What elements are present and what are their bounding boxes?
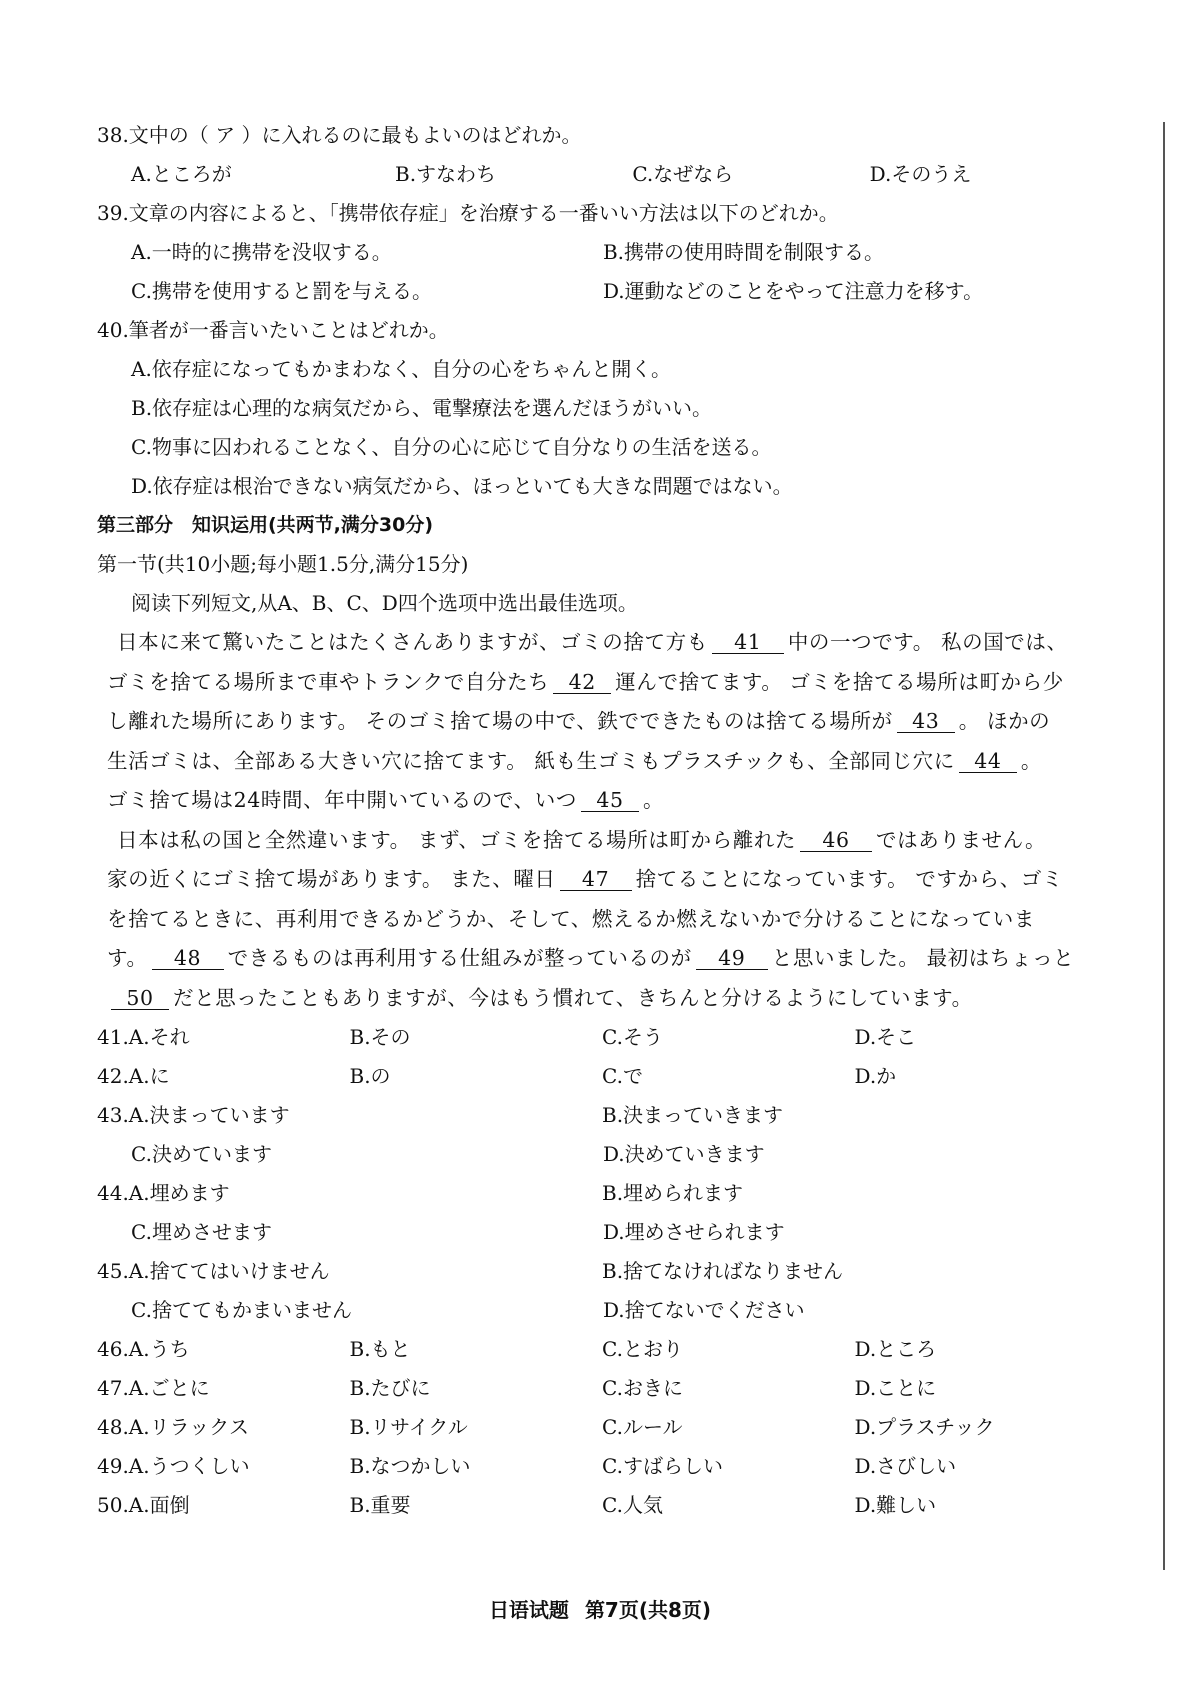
- blank-41: 41: [712, 631, 784, 654]
- option-49-c[interactable]: C.すばらしい: [602, 1454, 723, 1478]
- question-42-options: [97, 1057, 1107, 1096]
- passage-line: [107, 939, 1107, 979]
- option-42-c[interactable]: C.で: [602, 1064, 643, 1088]
- option-50-c[interactable]: C.人気: [602, 1493, 663, 1517]
- blank-44: 44: [959, 750, 1017, 773]
- option-48-b[interactable]: B.リサイクル: [349, 1415, 468, 1439]
- option-41-c[interactable]: C.そう: [602, 1025, 663, 1049]
- option-39-b[interactable]: B.携帯の使用時間を制限する。: [602, 240, 885, 264]
- exam-page-content: [97, 116, 1107, 1525]
- question-38-options: [97, 155, 1107, 194]
- passage-text: ゴミ捨て場は24時間、年中開いているので、いつ: [107, 788, 577, 812]
- option-40-d[interactable]: D.依存症は根治できない病気だから、ほっといても大きな問題ではない。: [131, 474, 793, 498]
- passage-text: し離れた場所にあります。 そのゴミ捨て場の中で、鉄でできたものは捨てる場所が: [107, 709, 893, 733]
- option-44-a[interactable]: 44.A.埋めます: [97, 1181, 230, 1205]
- question-41-options: [97, 1018, 1107, 1057]
- question-47-options: [97, 1369, 1107, 1408]
- option-44-b[interactable]: B.埋められます: [602, 1181, 744, 1205]
- question-44-options-row1: [97, 1174, 1107, 1213]
- option-49-d[interactable]: D.さびしい: [854, 1454, 957, 1478]
- option-43-b[interactable]: B.決まっていきます: [602, 1103, 784, 1127]
- option-45-c[interactable]: C.捨ててもかまいません: [131, 1298, 352, 1322]
- footer-subject: 日语试题: [488, 1598, 569, 1622]
- blank-49: 49: [696, 947, 768, 970]
- blank-45: 45: [581, 789, 639, 812]
- option-42-b[interactable]: B.の: [349, 1064, 391, 1088]
- option-47-c[interactable]: C.おきに: [602, 1376, 683, 1400]
- option-41-b[interactable]: B.その: [349, 1025, 411, 1049]
- passage-text: 日本は私の国と全然違います。 まず、ゴミを捨てる場所は町から離れた: [117, 827, 797, 852]
- option-39-d[interactable]: D.運動などのことをやって注意力を移す。: [602, 279, 984, 303]
- option-44-c[interactable]: C.埋めさせます: [131, 1220, 272, 1244]
- option-44-d[interactable]: D.埋めさせられます: [602, 1220, 785, 1244]
- passage-text: 生活ゴミは、全部ある大きい穴に捨てます。 紙も生ゴミもプラスチックも、全部同じ穴に: [107, 748, 955, 773]
- question-50-options: [97, 1486, 1107, 1525]
- passage-text: す。: [107, 946, 148, 970]
- passage-line: [107, 821, 1107, 861]
- passage-text: 。 ほかの: [958, 709, 1051, 733]
- right-margin-rule: [1163, 122, 1165, 1570]
- question-46-options: [97, 1330, 1107, 1369]
- option-43-c[interactable]: C.決めています: [131, 1142, 272, 1166]
- passage-text: と思いました。 最初はちょっと: [771, 946, 1075, 970]
- passage-text: 。: [1020, 748, 1042, 773]
- option-47-a[interactable]: 47.A.ごとに: [97, 1376, 210, 1400]
- option-40-c[interactable]: C.物事に囚われることなく、自分の心に応じて自分なりの生活を送る。: [131, 435, 772, 459]
- passage-line: [107, 623, 1107, 663]
- option-46-a[interactable]: 46.A.うち: [97, 1337, 190, 1361]
- option-39-a[interactable]: A.一時的に携帯を没収する。: [131, 240, 392, 264]
- blank-43: 43: [897, 710, 955, 733]
- blank-47: 47: [560, 868, 632, 891]
- option-49-a[interactable]: 49.A.うつくしい: [97, 1454, 250, 1478]
- option-49-b[interactable]: B.なつかしい: [349, 1454, 471, 1478]
- option-38-b[interactable]: B.すなわち: [395, 162, 497, 186]
- option-42-d[interactable]: D.か: [854, 1064, 897, 1088]
- option-38-a[interactable]: A.ところが: [131, 162, 232, 186]
- passage-text: だと思ったこともありますが、今はもう慣れて、きちんと分けるようにしています。: [173, 985, 973, 1010]
- blank-46: 46: [800, 829, 872, 852]
- option-40-a[interactable]: A.依存症になってもかまわなく、自分の心をちゃんと開く。: [131, 357, 672, 381]
- option-46-b[interactable]: B.もと: [349, 1337, 411, 1361]
- part3-title: 第三部分 知识运用(共两节,满分30分): [97, 514, 434, 536]
- passage-text: ではありません。: [876, 827, 1047, 852]
- passage-text: できるものは再利用する仕組みが整っているのが: [227, 946, 692, 970]
- passage-line: [107, 702, 1107, 742]
- cloze-passage: [97, 623, 1107, 1018]
- passage-text: 捨てることになっています。 ですから、ゴミ: [635, 867, 1064, 891]
- question-49-options: [97, 1447, 1107, 1486]
- page-footer: [0, 1594, 1200, 1623]
- option-38-d[interactable]: D.そのうえ: [869, 162, 972, 186]
- option-46-d[interactable]: D.ところ: [854, 1337, 937, 1361]
- option-42-a[interactable]: 42.A.に: [97, 1064, 170, 1088]
- question-45-options-row2: [97, 1291, 1107, 1330]
- section1-title: 第一节(共10小题;每小题1.5分,满分15分): [97, 552, 469, 576]
- question-39-stem: 39.文章の内容によると、「携帯依存症」を治療する一番いい方法は以下のどれか。: [97, 201, 839, 225]
- passage-text: 日本に来て驚いたことはたくさんありますが、ゴミの捨て方も: [117, 630, 708, 654]
- option-45-b[interactable]: B.捨てなければなりません: [602, 1259, 844, 1283]
- question-45-options-row1: [97, 1252, 1107, 1291]
- passage-line: [107, 979, 1107, 1019]
- blank-48: 48: [152, 947, 224, 970]
- passage-text: 家の近くにゴミ捨て場があります。 また、曜日: [107, 867, 556, 891]
- option-43-d[interactable]: D.決めていきます: [602, 1142, 765, 1166]
- option-50-a[interactable]: 50.A.面倒: [97, 1493, 190, 1517]
- question-44-options-row2: [97, 1213, 1107, 1252]
- option-47-b[interactable]: B.たびに: [349, 1376, 431, 1400]
- question-39-options-row2: [97, 272, 1107, 311]
- option-50-b[interactable]: B.重要: [349, 1493, 411, 1517]
- option-40-b[interactable]: B.依存症は心理的な病気だから、電撃療法を選んだほうがいい。: [131, 396, 713, 420]
- option-45-d[interactable]: D.捨てないでください: [602, 1298, 805, 1322]
- passage-text: 。: [642, 788, 665, 812]
- passage-text: ゴミを捨てる場所まで車やトランクで自分たち: [107, 669, 550, 694]
- passage-line: [107, 742, 1107, 782]
- question-43-options-row1: [97, 1096, 1107, 1135]
- option-45-a[interactable]: 45.A.捨ててはいけません: [97, 1259, 330, 1283]
- question-43-options-row2: [97, 1135, 1107, 1174]
- question-39-options-row1: [97, 233, 1107, 272]
- option-48-c[interactable]: C.ルール: [602, 1415, 683, 1439]
- passage-text: 運んで捨てます。 ゴミを捨てる場所は町から少: [615, 669, 1064, 694]
- option-47-d[interactable]: D.ことに: [854, 1376, 937, 1400]
- passage-line: [107, 860, 1107, 900]
- option-39-c[interactable]: C.携帯を使用すると罰を与える。: [131, 279, 432, 303]
- option-38-c[interactable]: C.なぜなら: [632, 162, 734, 186]
- question-48-options: [97, 1408, 1107, 1447]
- option-50-d[interactable]: D.難しい: [854, 1493, 937, 1517]
- passage-line: [107, 663, 1107, 703]
- option-46-c[interactable]: C.とおり: [602, 1337, 683, 1361]
- passage-line: [107, 781, 1107, 821]
- question-40-stem: 40.筆者が一番言いたいことはどれか。: [97, 318, 449, 342]
- option-41-a[interactable]: 41.A.それ: [97, 1025, 190, 1049]
- blank-50: 50: [111, 987, 169, 1010]
- option-48-a[interactable]: 48.A.リラックス: [97, 1415, 250, 1439]
- footer-page-number: 第7页(共8页): [584, 1598, 712, 1622]
- blank-42: 42: [553, 671, 611, 694]
- question-38-stem: 38.文中の（ ア ）に入れるのに最もよいのはどれか。: [97, 123, 582, 147]
- passage-line: を捨てるときに、再利用できるかどうか、そして、燃えるか燃えないかで分けることになっていま: [107, 906, 1035, 931]
- option-48-d[interactable]: D.プラスチック: [854, 1415, 995, 1439]
- option-41-d[interactable]: D.そこ: [854, 1025, 917, 1049]
- option-43-a[interactable]: 43.A.決まっています: [97, 1103, 290, 1127]
- section1-instruction: 阅读下列短文,从A、B、C、D四个选项中选出最佳选项。: [131, 591, 638, 615]
- passage-text: 中の一つです。 私の国では、: [787, 630, 1068, 654]
